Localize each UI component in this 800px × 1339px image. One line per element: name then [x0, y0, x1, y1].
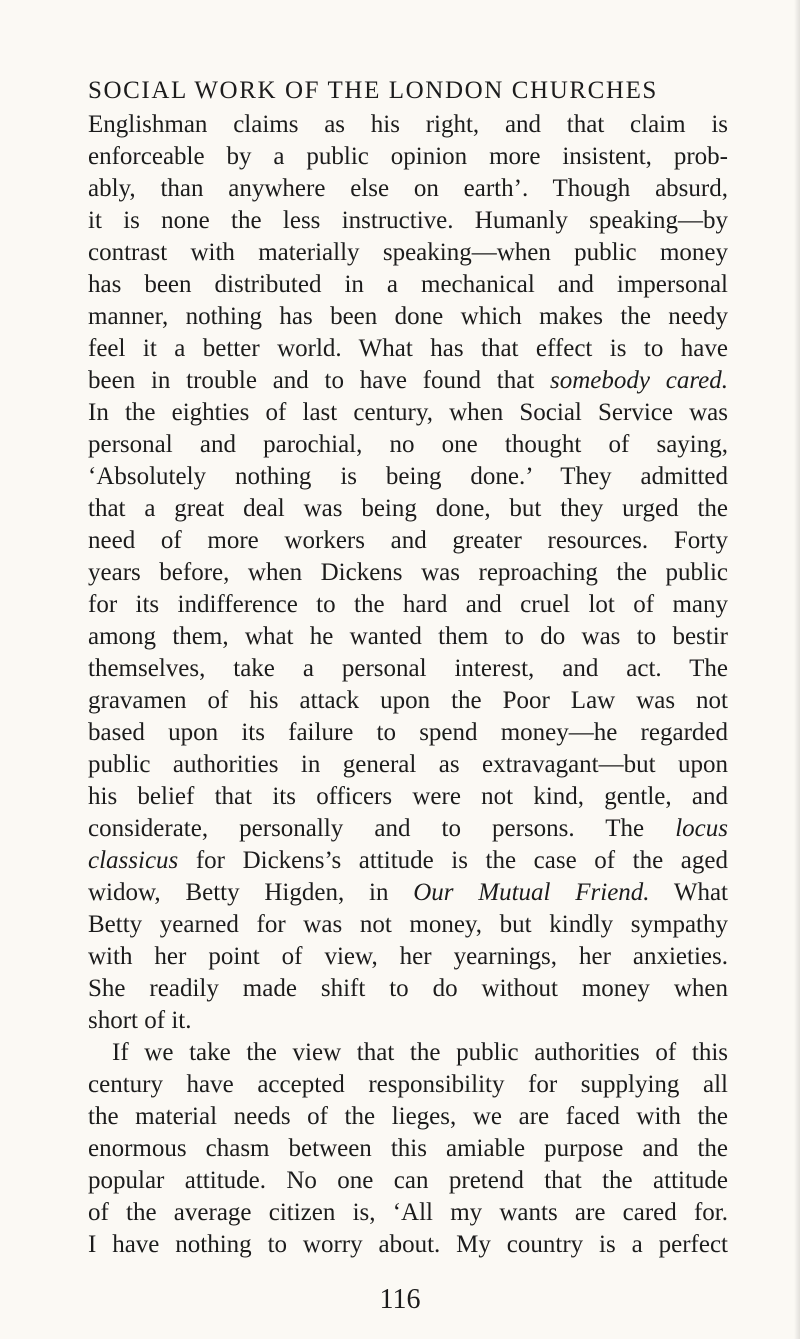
text-segment: based upon its failure to spend money—he regarded: [88, 719, 728, 746]
text-line: [88, 749, 728, 781]
text-line: [88, 333, 728, 365]
text-line: [88, 237, 728, 269]
text-segment: his belief that its officers were not kind, gentle, and: [88, 783, 728, 810]
text-segment: considerate, personally and to persons. The: [88, 815, 676, 842]
text-line: [88, 205, 728, 237]
text-segment: popular attitude. No one can pretend that the attitude: [88, 1167, 728, 1194]
text-line: [88, 621, 728, 653]
text-segment: years before, when Dickens was reproaching the public: [88, 559, 728, 586]
text-segment: has been distributed in a mechanical and impersonal: [88, 271, 728, 298]
text-line: [88, 653, 728, 685]
text-line: [88, 525, 728, 557]
text-line: [88, 717, 728, 749]
text-segment: Englishman claims as his right, and that claim is: [88, 111, 728, 138]
text-segment: gravamen of his attack upon the Poor Law was not: [88, 687, 728, 714]
text-segment: ‘Absolutely nothing is being done.’ They admitted: [88, 463, 728, 490]
text-segment: of the average citizen is, ‘All my wants are cared for.: [88, 1199, 728, 1226]
text-segment: need of more workers and greater resources. Forty: [88, 527, 728, 554]
text-segment: ably, than anywhere else on earth’. Though absurd,: [88, 175, 728, 202]
text-segment: What: [649, 879, 729, 906]
text-line: [88, 1101, 728, 1133]
text-line: [88, 173, 728, 205]
text-line: [88, 429, 728, 461]
text-segment: Betty yearned for was not money, but kindly sympathy: [88, 911, 728, 938]
text-line: [88, 1197, 728, 1229]
body-text: [88, 109, 728, 1261]
text-line: [88, 941, 728, 973]
text-line: [88, 813, 728, 845]
text-line: [88, 1229, 728, 1261]
text-line: [88, 301, 728, 333]
text-line: [88, 109, 728, 141]
text-line: [88, 973, 728, 1005]
text-segment: manner, nothing has been done which makes the needy: [88, 303, 728, 330]
text-line: [88, 461, 728, 493]
text-line: [88, 909, 728, 941]
text-line: [88, 269, 728, 301]
page-edge-shadow: [794, 0, 800, 1339]
text-segment: If we take the view that the public authorities of this: [112, 1039, 728, 1066]
text-segment: short of it.: [88, 1007, 192, 1034]
text-segment: enforceable by a public opinion more insistent, prob-: [88, 143, 728, 170]
text-segment: contrast with materially speaking—when public money: [88, 239, 728, 266]
text-line: [88, 781, 728, 813]
text-line: [88, 1069, 728, 1101]
text-line: [88, 1165, 728, 1197]
text-segment: for Dickens’s attitude is the case of the aged: [178, 847, 728, 874]
text-segment: for its indifference to the hard and cruel lot of many: [88, 591, 728, 618]
text-segment: widow, Betty Higden, in: [88, 879, 414, 906]
text-segment: feel it a better world. What has that effect is to have: [88, 335, 728, 362]
text-segment: In the eighties of last century, when Social Service was: [88, 399, 728, 426]
page-number: 116: [379, 1284, 421, 1315]
italic-text: somebody cared.: [550, 367, 728, 394]
text-line: [88, 557, 728, 589]
text-line: [88, 589, 728, 621]
text-line: [88, 397, 728, 429]
text-segment: public authorities in general as extravagant—but upon: [88, 751, 728, 778]
text-segment: She readily made shift to do without money when: [88, 975, 728, 1002]
text-segment: century have accepted responsibility for supplying all: [88, 1071, 728, 1098]
text-line: [88, 141, 728, 173]
text-segment: been in trouble and to have found that: [88, 367, 551, 394]
text-line: [88, 877, 728, 909]
italic-text: Our Mutual Friend.: [413, 879, 650, 906]
text-line: [88, 685, 728, 717]
running-head: SOCIAL WORK OF THE LONDON CHURCHES: [88, 77, 658, 104]
text-segment: enormous chasm between this amiable purpose and the: [88, 1135, 728, 1162]
text-segment: themselves, take a personal interest, and act. The: [88, 655, 728, 682]
text-segment: among them, what he wanted them to do was to bestir: [88, 623, 728, 650]
text-line: [88, 365, 728, 397]
text-line: [88, 493, 728, 525]
text-line: [88, 1037, 728, 1069]
text-line: [88, 845, 728, 877]
text-segment: it is none the less instructive. Humanly speaking—by: [88, 207, 728, 234]
text-line: [88, 1005, 728, 1037]
text-segment: that a great deal was being done, but they urged the: [88, 495, 728, 522]
text-segment: the material needs of the lieges, we are faced with the: [88, 1103, 728, 1130]
text-segment: personal and parochial, no one thought of saying,: [88, 431, 728, 458]
italic-text: classicus: [88, 847, 179, 874]
text-segment: I have nothing to worry about. My country is a perfect: [88, 1231, 728, 1258]
text-line: [88, 1133, 728, 1165]
text-segment: with her point of view, her yearnings, her anxieties.: [88, 943, 728, 970]
italic-text: locus: [675, 815, 728, 842]
